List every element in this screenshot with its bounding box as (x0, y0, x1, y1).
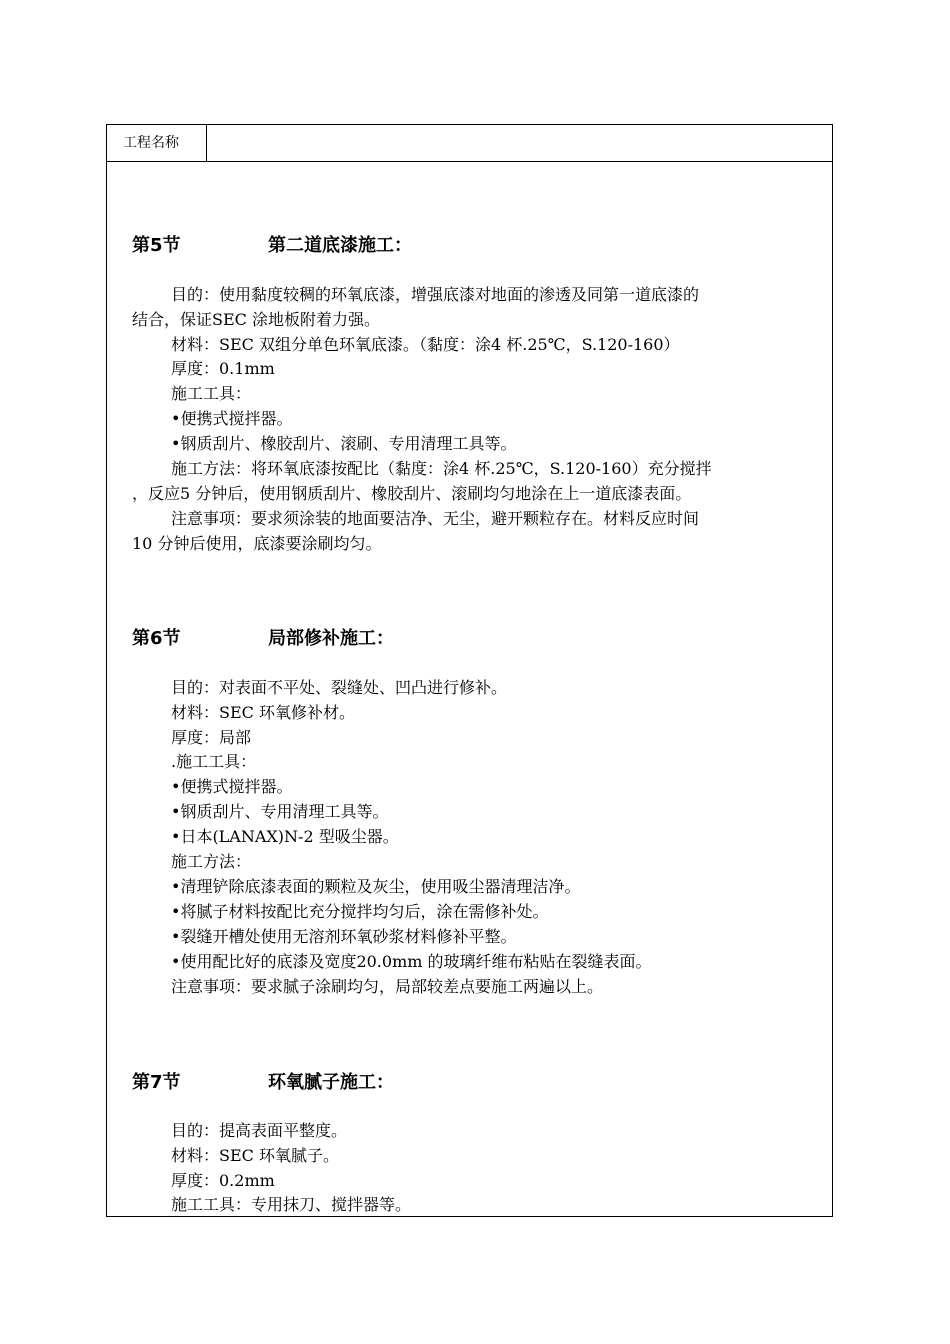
text-line: 结合，保证SEC 涂地板附着力强。 (132, 310, 380, 329)
text-line: ，反应5 分钟后，使用钢质刮片、橡胶刮片、滚刷均匀地涂在上一道底漆表面。 (132, 484, 692, 503)
bullet-item: •钢质刮片、橡胶刮片、滚刷、专用清理工具等。 (171, 434, 517, 453)
section-heading (132, 1072, 394, 1094)
text-line: 施工方法： (171, 852, 252, 871)
bullet-item: •便携式搅拌器。 (171, 409, 293, 428)
project-name-value (208, 125, 832, 161)
section-number: 第5节 (132, 235, 181, 256)
bullet-item: •使用配比好的底漆及宽度20.0mm 的玻璃纤维布粘贴在裂缝表面。 (171, 952, 652, 971)
bullet-item: •钢质刮片、专用清理工具等。 (171, 802, 389, 821)
section-heading (132, 235, 412, 257)
bullet-item: •清理铲除底漆表面的颗粒及灰尘，使用吸尘器清理洁净。 (171, 877, 581, 896)
text-line: 施工工具：专用抹刀、搅拌器等。 (171, 1195, 412, 1214)
text-line: 目的：提高表面平整度。 (171, 1121, 348, 1140)
text-line: 10 分钟后使用，底漆要涂刷均匀。 (132, 534, 382, 553)
text-line: 材料：SEC 环氧修补材。 (171, 703, 355, 722)
bullet-item: •日本(LANAX)N-2 型吸尘器。 (171, 827, 399, 846)
section-number: 第6节 (132, 628, 181, 649)
text-line: 材料：SEC 双组分单色环氧底漆。（黏度：涂4 杯.25℃，S.120-160） (171, 335, 680, 354)
text-line: 施工方法：将环氧底漆按配比（黏度：涂4 杯.25℃，S.120-160）充分搅拌 (171, 459, 712, 478)
bullet-item: •将腻子材料按配比充分搅拌均匀后，涂在需修补处。 (171, 902, 549, 921)
project-name-label: 工程名称 (107, 125, 207, 161)
header-row (107, 125, 832, 162)
text-line: 目的：使用黏度较稠的环氧底漆，增强底漆对地面的渗透及同第一道底漆的 (171, 285, 700, 304)
bullet-item: •便携式搅拌器。 (171, 777, 293, 796)
text-line: 注意事项：要求须涂装的地面要洁净、无尘，避开颗粒存在。材料反应时间 (171, 509, 700, 528)
text-line: 施工工具： (171, 384, 252, 403)
section-title: 局部修补施工： (268, 628, 394, 649)
text-line: 材料：SEC 环氧腻子。 (171, 1146, 339, 1165)
section-title: 环氧腻子施工： (268, 1072, 394, 1093)
bullet-item: •裂缝开槽处使用无溶剂环氧砂浆材料修补平整。 (171, 927, 517, 946)
section-number: 第7节 (132, 1072, 181, 1093)
text-line: 厚度：0.1mm (171, 359, 275, 378)
text-line: 厚度：局部 (171, 728, 252, 747)
text-line: .施工工具： (171, 752, 257, 771)
text-line: 注意事项：要求腻子涂刷均匀，局部较差点要施工两遍以上。 (171, 977, 604, 996)
section-title: 第二道底漆施工： (268, 235, 412, 256)
text-line: 目的：对表面不平处、裂缝处、凹凸进行修补。 (171, 678, 508, 697)
text-line: 厚度：0.2mm (171, 1171, 275, 1190)
section-heading (132, 628, 394, 650)
